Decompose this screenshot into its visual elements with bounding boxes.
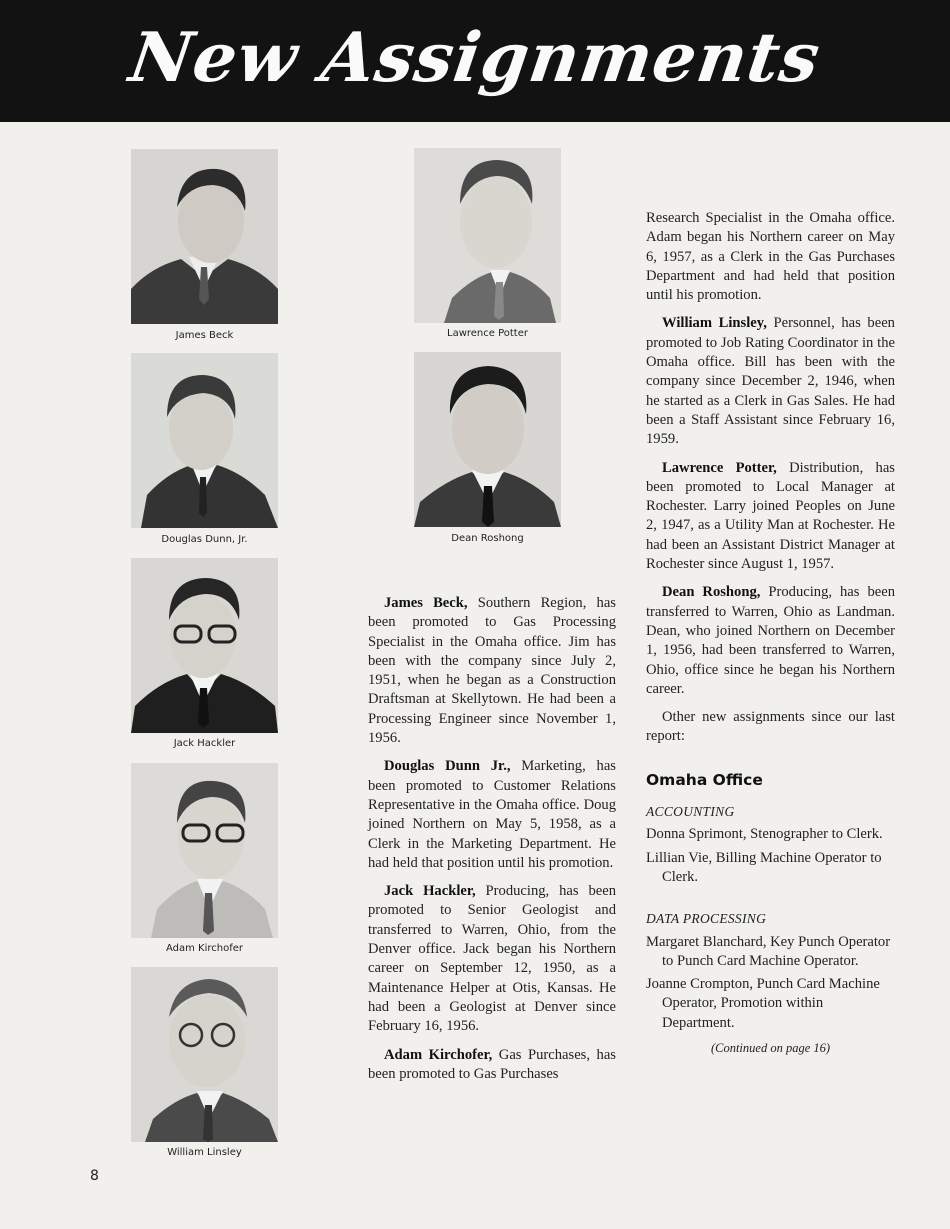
photo-caption: Dean Roshong — [451, 533, 524, 544]
list-item: Lillian Vie, Billing Machine Operator to Clerk. — [646, 849, 882, 885]
photo-caption: Adam Kirchofer — [165, 943, 244, 954]
article-james-beck: James Beck, Southern Region, has been promoted to Gas Processing Specialist in the Omaha office. Jim has been with the company since July 2, 1951, when he began as a Construction Draftsman at Skellytown. He had been a Processing Engineer since November 1, 1956. — [368, 595, 616, 747]
portrait-image — [131, 967, 278, 1142]
photo-james-beck — [131, 149, 278, 324]
photo-caption: James Beck — [175, 330, 234, 341]
portrait-image — [414, 352, 561, 527]
photo-adam-kirchofer — [131, 763, 278, 938]
article-lawrence-potter: Lawrence Potter, Distribution, has been promoted to Local Manager at Rochester. Larry joined Peoples on June 2, 1947, as a Utility Man at Rochester. He had been an Assistant District Manager at Rochester since August 1, 1957. — [646, 459, 895, 573]
article-jack-hackler: Jack Hackler, Producing, has been promoted to Senior Geologist and transferred to Warren, Ohio, from the Denver office. Jack began his Northern career on September 12, 1950, as a Maintenance Helper at Otis, Kansas. He had been a Geologist at Denver since February 16, 1956. — [368, 883, 616, 1035]
photo-douglas-dunn — [131, 353, 278, 528]
portrait-image — [131, 353, 278, 528]
article-douglas-dunn: Douglas Dunn Jr., Marketing, has been promoted to Customer Relations Representative in the Omaha office. Doug joined Northern on May 5, 1958, as a Clerk in the Marketing Department. He had held that position until his promotion. — [368, 758, 616, 871]
continued-note: (Continued on page 16) — [710, 1040, 831, 1055]
article-adam-kirchofer: Adam Kirchofer, Gas Purchases, has been promoted to Gas Purchases — [368, 1046, 616, 1082]
photo-william-linsley — [131, 967, 278, 1142]
portrait-image — [131, 763, 278, 938]
article-dean-roshong: Dean Roshong, Producing, has been transferred to Warren, Ohio as Landman. Dean, who joined Northern on December 1, 1956, had been transferred to Warren, Ohio, office since he began his Northern career. — [646, 584, 895, 697]
photo-jack-hackler — [131, 558, 278, 733]
section-heading-omaha-office: Omaha Office — [646, 770, 763, 789]
portrait-image — [131, 558, 278, 733]
article-william-linsley: William Linsley, Personnel, has been promoted to Job Rating Coordinator in the Omaha office. Bill has been with the company since December 2, 1946, when he started as a Clerk in Gas Sales. He had been a Staff Assistant since February 16, 1959. — [646, 315, 895, 448]
department-label-accounting: ACCOUNTING — [646, 804, 735, 820]
title-banner — [0, 0, 950, 122]
article-adam-kirchofer-continued: Research Specialist in the Omaha office. Adam began his Northern career on May 6, 1957, as a Clerk in the Gas Purchases Department and had held that position until his promotion. — [646, 210, 895, 304]
page-title: New Assignments — [124, 18, 826, 98]
photo-caption: Douglas Dunn, Jr. — [161, 534, 248, 545]
department-label-data-processing: DATA PROCESSING — [646, 911, 767, 927]
photo-caption: Lawrence Potter — [447, 328, 528, 339]
other-assignments-intro: Other new assignments since our last report: — [646, 709, 895, 745]
photo-caption: William Linsley — [167, 1147, 242, 1158]
list-item: Margaret Blanchard, Key Punch Operator to Punch Card Machine Operator. — [646, 933, 891, 969]
page-number: 8 — [90, 1168, 99, 1184]
portrait-image — [414, 148, 561, 323]
article-column-middle — [368, 594, 616, 1093]
photo-lawrence-potter — [414, 148, 561, 323]
list-item: Donna Sprimont, Stenographer to Clerk. — [646, 826, 883, 843]
photo-caption: Jack Hackler — [173, 738, 236, 749]
article-column-right — [646, 209, 895, 1058]
photo-dean-roshong — [414, 352, 561, 527]
list-item: Joanne Crompton, Punch Card Machine Operator, Promotion within Department. — [646, 976, 880, 1031]
portrait-image — [131, 149, 278, 324]
